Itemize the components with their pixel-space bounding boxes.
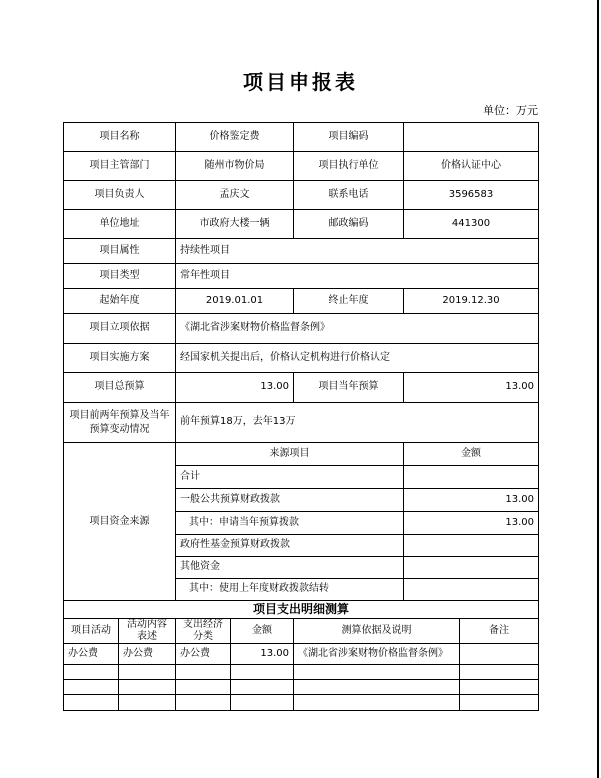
detail-activity-desc	[119, 695, 176, 711]
funding-header-row	[64, 443, 539, 466]
detail-data-row	[64, 644, 539, 665]
postcode-value: 441300	[404, 210, 539, 239]
total-budget-value: 13.00	[176, 373, 294, 403]
project-code-value	[404, 123, 539, 152]
history-value: 前年预算18万，去年13万	[176, 403, 539, 443]
col-header-note: 备注	[460, 619, 539, 644]
col-header-activity: 项目活动	[64, 619, 119, 644]
detail-activity	[64, 695, 119, 711]
funding-item-name: 一般公共预算财政拨款	[176, 489, 404, 512]
table-row	[64, 344, 539, 373]
funding-item-amount	[404, 579, 539, 601]
dept-value: 随州市物价局	[176, 152, 294, 181]
table-row	[64, 239, 539, 264]
exec-unit-label: 项目执行单位	[294, 152, 404, 181]
unit-note: 单位：万元	[483, 104, 538, 117]
detail-empty-row	[64, 665, 539, 680]
detail-note	[460, 680, 539, 695]
basis-label: 项目立项依据	[64, 314, 176, 344]
detail-activity	[64, 680, 119, 695]
funding-source-header: 来源项目	[176, 443, 404, 466]
table-row	[64, 210, 539, 239]
dept-label: 项目主管部门	[64, 152, 176, 181]
detail-activity: 办公费	[64, 644, 119, 665]
detail-empty-row	[64, 680, 539, 695]
detail-expense-class: 办公费	[176, 644, 231, 665]
detail-activity-desc	[119, 665, 176, 680]
plan-label: 项目实施方案	[64, 344, 176, 373]
postcode-label: 邮政编码	[294, 210, 404, 239]
address-value: 市政府大楼一辆	[176, 210, 294, 239]
funding-item-amount	[404, 557, 539, 579]
project-code-label: 项目编码	[294, 123, 404, 152]
history-label: 项目前两年预算及当年预算变动情况	[64, 403, 176, 443]
detail-basis	[294, 695, 460, 711]
year-budget-value: 13.00	[404, 373, 539, 403]
detail-basis	[294, 680, 460, 695]
attribute-label: 项目属性	[64, 239, 176, 264]
detail-activity	[64, 665, 119, 680]
detail-expense-class	[176, 680, 231, 695]
detail-amount: 13.00	[231, 644, 294, 665]
detail-expense-class	[176, 695, 231, 711]
detail-note	[460, 695, 539, 711]
leader-label: 项目负责人	[64, 181, 176, 210]
expense-detail-table	[63, 600, 539, 711]
start-year-value: 2019.01.01	[176, 289, 294, 314]
funding-item-amount	[404, 535, 539, 557]
detail-title-row	[64, 601, 539, 619]
page-title: 项目申报表	[243, 70, 358, 94]
total-budget-label: 项目总预算	[64, 373, 176, 403]
detail-section-title: 项目支出明细测算	[64, 601, 539, 619]
type-value: 常年性项目	[176, 264, 539, 289]
funding-item-name: 政府性基金预算财政拨款	[176, 535, 404, 557]
col-header-activity-desc: 活动内容表述	[119, 619, 176, 644]
funding-item-name: 其他资金	[176, 557, 404, 579]
page-boundary-line	[597, 0, 599, 778]
col-header-expense-class: 支出经济分类	[176, 619, 231, 644]
project-name-value: 价格鉴定费	[176, 123, 294, 152]
exec-unit-value: 价格认证中心	[404, 152, 539, 181]
type-label: 项目类型	[64, 264, 176, 289]
table-row	[64, 373, 539, 403]
address-label: 单位地址	[64, 210, 176, 239]
start-year-label: 起始年度	[64, 289, 176, 314]
detail-activity-desc	[119, 680, 176, 695]
year-budget-label: 项目当年预算	[294, 373, 404, 403]
table-row	[64, 123, 539, 152]
detail-header-row	[64, 619, 539, 644]
table-row	[64, 314, 539, 344]
table-row	[64, 152, 539, 181]
project-info-table	[63, 122, 539, 601]
funding-amount-header: 金额	[404, 443, 539, 466]
project-name-label: 项目名称	[64, 123, 176, 152]
basis-value: 《湖北省涉案财物价格监督条例》	[176, 314, 539, 344]
detail-amount	[231, 680, 294, 695]
detail-basis: 《湖北省涉案财物价格监督条例》	[294, 644, 460, 665]
detail-note	[460, 644, 539, 665]
leader-value: 孟庆文	[176, 181, 294, 210]
table-row	[64, 289, 539, 314]
end-year-label: 终止年度	[294, 289, 404, 314]
funding-item-amount: 13.00	[404, 512, 539, 535]
col-header-amount: 金额	[231, 619, 294, 644]
detail-empty-row	[64, 695, 539, 711]
detail-amount	[231, 665, 294, 680]
plan-value: 经国家机关提出后，价格认定机构进行价格认定	[176, 344, 539, 373]
col-header-basis: 测算依据及说明	[294, 619, 460, 644]
detail-basis	[294, 665, 460, 680]
funding-item-name: 其中：申请当年预算拨款	[176, 512, 404, 535]
detail-expense-class	[176, 665, 231, 680]
funding-item-name: 合计	[176, 466, 404, 489]
detail-amount	[231, 695, 294, 711]
phone-value: 3596583	[404, 181, 539, 210]
detail-note	[460, 665, 539, 680]
funding-item-name: 其中：使用上年度财政拨款结转	[176, 579, 404, 601]
detail-activity-desc: 办公费	[119, 644, 176, 665]
table-row	[64, 403, 539, 443]
funding-section-label: 项目资金来源	[64, 443, 176, 601]
table-row	[64, 264, 539, 289]
funding-item-amount	[404, 466, 539, 489]
funding-item-amount: 13.00	[404, 489, 539, 512]
phone-label: 联系电话	[294, 181, 404, 210]
attribute-value: 持续性项目	[176, 239, 539, 264]
table-row	[64, 181, 539, 210]
end-year-value: 2019.12.30	[404, 289, 539, 314]
